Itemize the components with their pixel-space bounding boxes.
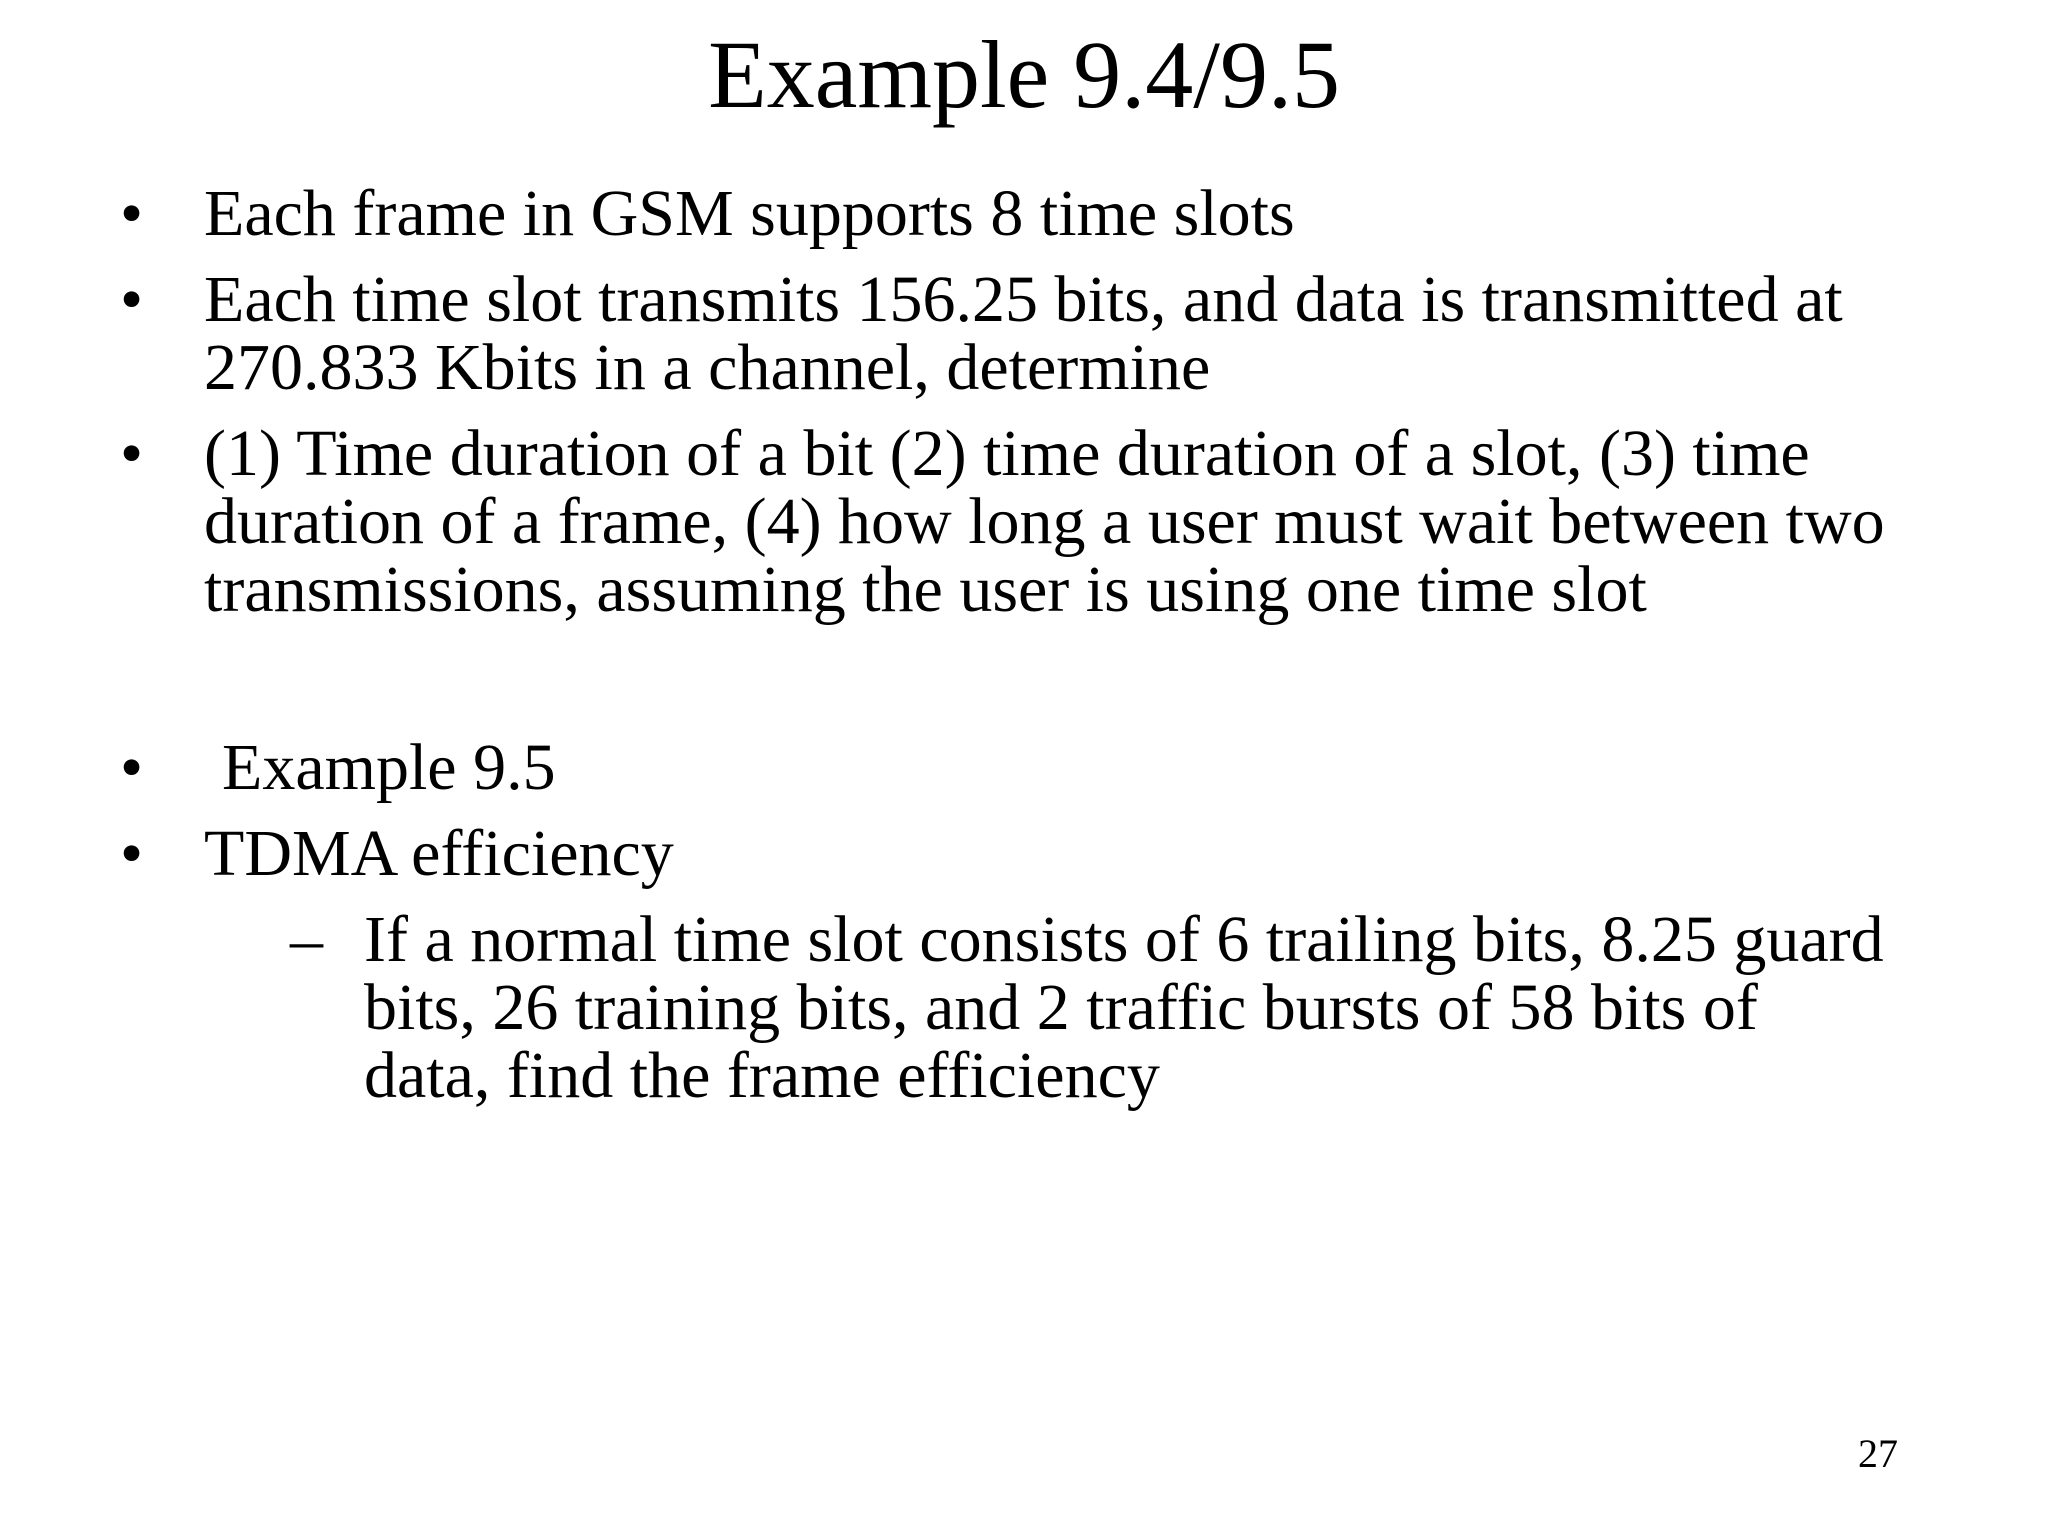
bullet-text: TDMA efficiency — [204, 817, 674, 890]
spacer — [120, 642, 1900, 734]
bullet-marker: • — [120, 177, 144, 250]
bullet-text: Example 9.5 — [222, 731, 556, 804]
bullet-item — [120, 731, 1900, 804]
dash-marker: – — [290, 903, 323, 976]
page-number: 27 — [1858, 1431, 1898, 1476]
bullet-marker: • — [120, 263, 144, 336]
bullet-item — [120, 177, 1900, 250]
slide-title: Example 9.4/9.5 — [708, 21, 1340, 128]
bullet-marker: • — [120, 817, 144, 890]
slide-content — [120, 177, 1900, 1112]
bullet-item — [120, 817, 1900, 890]
sub-bullet-text: If a normal time slot consists of 6 trailing bits, 8.25 guard bits, 26 training bits, and 2 traffic bursts of 58 bits of data, find the frame efficiency — [364, 903, 1884, 1112]
sub-bullet-item — [290, 903, 1900, 1112]
bullet-text: (1) Time duration of a bit (2) time duration of a slot, (3) time duration of a frame, (4) how long a user must wait between two transmissions, assuming the user is using one time slot — [204, 417, 1885, 626]
bullet-text: Each time slot transmits 156.25 bits, and data is transmitted at 270.833 Kbits in a channel, determine — [204, 263, 1843, 404]
bullet-text: Each frame in GSM supports 8 time slots — [204, 177, 1295, 250]
bullet-item — [120, 263, 1900, 404]
bullet-marker: • — [120, 731, 144, 804]
bullet-marker: • — [120, 417, 144, 490]
bullet-item — [120, 417, 1900, 626]
